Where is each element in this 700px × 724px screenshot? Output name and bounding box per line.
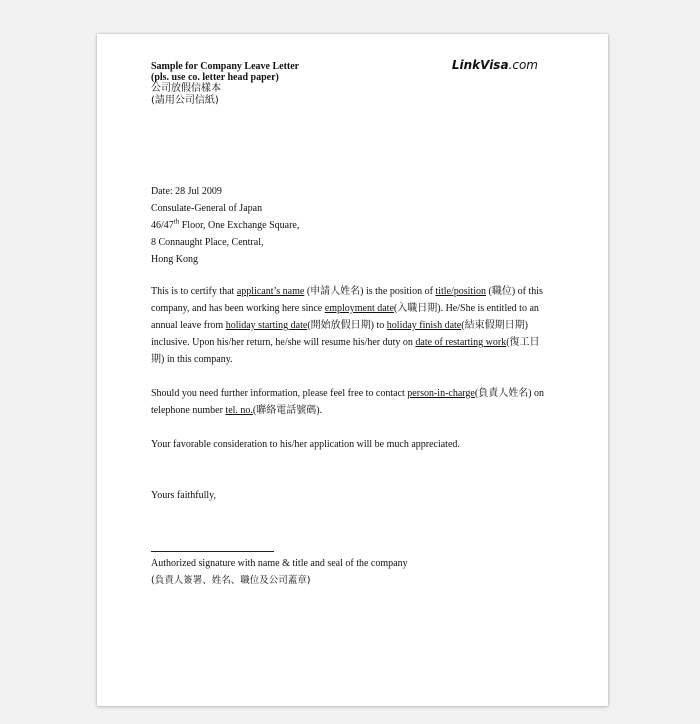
closing-salutation: Yours faithfully, [151,490,217,501]
p1-text-3: (職位) of this company, and has been working here since [151,286,543,314]
p2-text-1: Should you need further information, please feel free to contact [151,388,408,399]
holiday-finish-field: holiday finish date [386,320,462,331]
header-note-chinese: (請用公司信紙) [151,95,219,106]
signature-line [151,551,274,552]
address-floor [151,217,571,234]
header-note: (pls. use co. letter head paper) [151,72,279,83]
floor-rest: Floor, One Exchange Square, [179,220,300,231]
signature-block [151,555,551,589]
letter-date: Date: 28 Jul 2009 [151,186,222,197]
letter-page [97,34,608,706]
employment-date-field: employment date [324,303,394,314]
p2-text-3: (聯絡電話號碼). [252,405,323,416]
address-street: 8 Connaught Place, Central, [151,237,264,248]
linkvisa-logo [452,58,538,72]
header-title-chinese: 公司放假信樣本 [151,83,221,94]
p1-text-4: (入職日期). He/She is entitled to an annual leave from [151,303,539,331]
floor-number: 46/47 [151,220,174,231]
restart-date-field: date of restarting work [415,337,507,348]
header-title: Sample for Company Leave Letter [151,61,300,72]
p1-text-5: (開始放假日期) to [307,320,387,331]
logo-brand: LinkVisa [451,58,509,72]
p1-text-1: This is to certify that [151,286,237,297]
p2-text-2: (負責人姓名) on telephone number [151,388,545,416]
p1-text-7: (復工日期) in this company. [151,337,540,365]
floor-ordinal: th [173,217,180,226]
telephone-field: tel. no. [225,405,253,416]
p1-text-2: (申請人姓名) is the position of [304,286,436,297]
address-block [151,183,571,268]
holiday-start-field: holiday starting date [225,320,308,331]
applicant-name-field: applicant’s name [236,286,305,297]
paragraph-certification [151,283,551,368]
paragraph-appreciation: Your favorable consideration to his/her application will be much appreciated. [151,439,460,450]
paragraph-contact [151,385,551,419]
signature-caption-chinese: (負責人簽署、姓名、職位及公司蓋章) [151,575,311,586]
person-in-charge-field: person-in-charge [407,388,475,399]
title-position-field: title/position [435,286,486,297]
address-city: Hong Kong [151,254,198,265]
logo-tld: .com [508,58,538,72]
signature-caption: Authorized signature with name & title and seal of the company [151,558,408,569]
recipient-name: Consulate-General of Japan [151,203,263,214]
p1-text-6: (結束假期日期) inclusive. Upon his/her return, he/she will resume his/her duty on [151,320,528,348]
